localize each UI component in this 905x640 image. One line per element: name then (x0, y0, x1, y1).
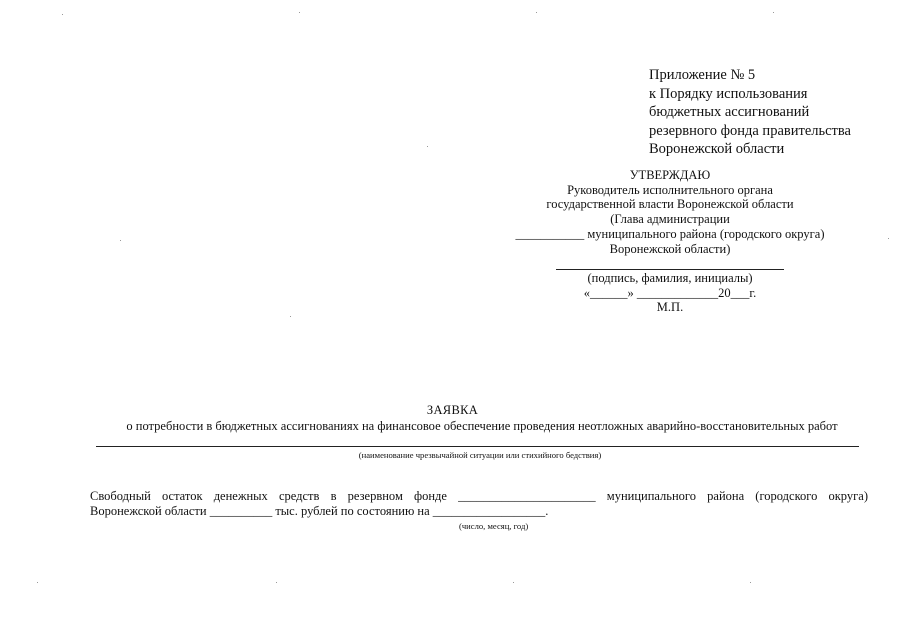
appendix-line: Приложение № 5 (649, 67, 756, 83)
body-word: в (330, 489, 337, 503)
scan-speck (536, 12, 537, 13)
approval-line: ___________ муниципального района (городского округа) (515, 226, 825, 241)
fund-blank: ______________________ (458, 489, 596, 503)
scan-speck (513, 582, 514, 583)
body-row-1 (90, 489, 868, 504)
appendix-line: Воронежской области (649, 141, 785, 158)
scan-speck (888, 238, 889, 239)
approval-heading: УТВЕРЖДАЮ (629, 168, 711, 182)
signature-line (556, 269, 784, 270)
scan-speck (299, 12, 300, 13)
body-word: средств (278, 489, 320, 503)
scan-speck (290, 316, 291, 317)
body-word: резервном (347, 489, 403, 503)
appendix-line: к Порядку использования (649, 85, 808, 102)
approval-line: (Глава администрации (610, 212, 730, 227)
request-subtitle: о потребности в бюджетных ассигнованиях на финансовое обеспечение проведения неотложных аварийно-восстановительных работ (126, 419, 838, 433)
body-word: (городского (755, 489, 818, 503)
scan-speck (62, 14, 63, 15)
emergency-caption: (наименование чрезвычайной ситуации или стихийного бедствия) (358, 450, 602, 460)
approval-line: Воронежской области) (609, 241, 731, 256)
appendix-block (649, 66, 851, 159)
body-word: остаток (161, 489, 203, 503)
scan-speck (773, 12, 774, 13)
request-title: ЗАЯВКА (426, 403, 479, 417)
scan-speck (120, 240, 121, 241)
scan-speck (37, 582, 38, 583)
date-caption: (число, месяц, год) (459, 521, 529, 531)
body-word: района (707, 489, 745, 503)
signature-caption: (подпись, фамилия, инициалы) (587, 271, 753, 285)
stamp-label: М.П. (656, 300, 684, 315)
approval-date-line: «______» _____________20___г. (583, 285, 757, 300)
body-word: муниципального (606, 489, 696, 503)
body-row-2: Воронежской области __________ тыс. рублей по состоянию на __________________. (90, 503, 549, 518)
body-word: округа) (828, 489, 868, 503)
body-word: денежных (213, 489, 268, 503)
approval-block (494, 168, 846, 256)
scan-speck (427, 146, 428, 147)
appendix-line: резервного фонда правительства (649, 122, 851, 139)
approval-line: Руководитель исполнительного органа (567, 182, 773, 197)
body-word: фонде (414, 489, 447, 503)
body-paragraph (90, 489, 868, 518)
appendix-line: бюджетных ассигнований (649, 104, 810, 121)
scan-speck (276, 582, 277, 583)
body-word: Свободный (90, 489, 151, 503)
approval-line: государственной власти Воронежской области (546, 197, 794, 212)
scan-speck (750, 582, 751, 583)
emergency-name-line (96, 446, 859, 447)
signature-block (494, 271, 846, 315)
